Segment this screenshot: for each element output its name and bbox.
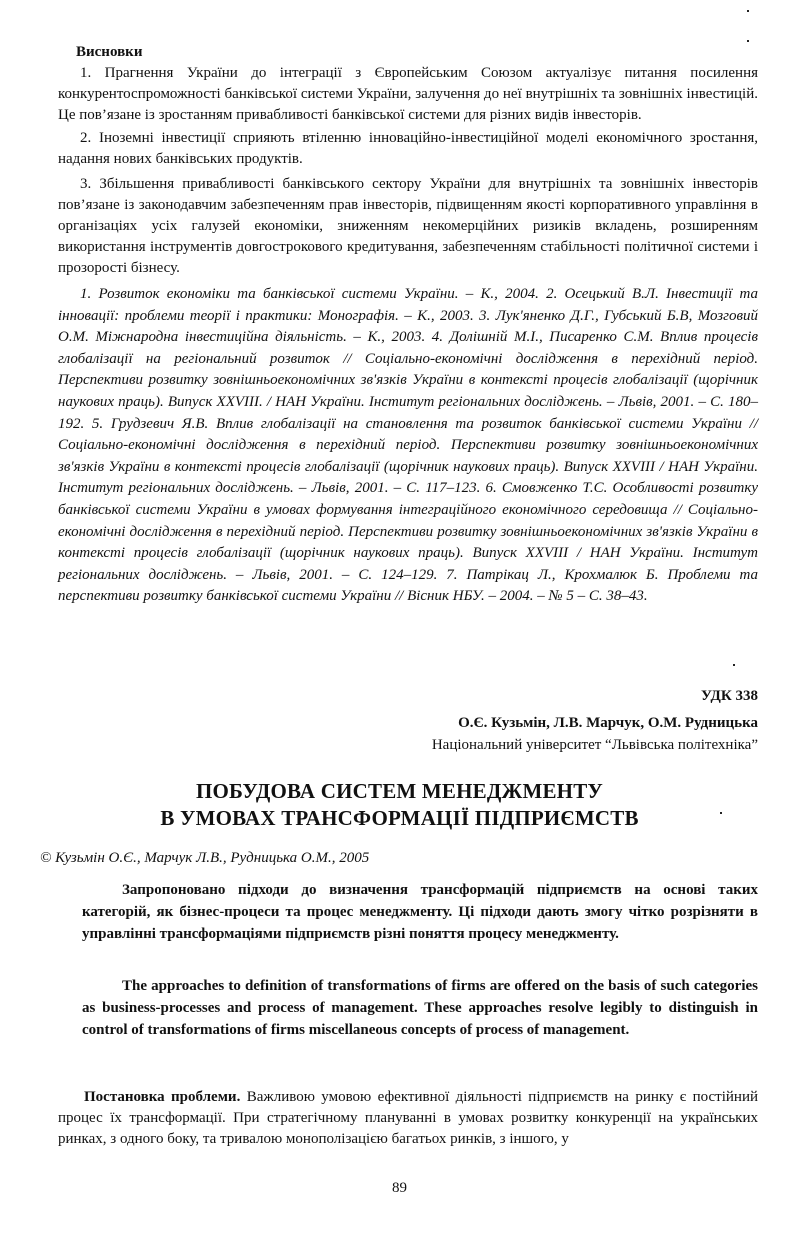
conclusions-heading: Висновки xyxy=(76,44,143,60)
conclusion-item-1: 1. Прагнення України до інтеграції з Європейським Союзом актуалізує питання посилення конкурентоспроможності банківської системи України, залучення до неї внутрішніх та зовнішніх інвестицій. Це пов’язане із зростанням привабливості банківської системи для різних видів інвесторів. xyxy=(58,65,758,123)
scan-speck xyxy=(720,812,722,814)
conclusion-item-3: 3. Збільшення привабливості банківського сектору України для внутрішніх та зовнішніх інвесторів пов’язане із законодавчим забезпеченням прав інвесторів, підвищенням якості корпоративного управління в організаціях усіх галузей економіки, зниженням некомерційних ризиків вкладень, розширенням використання інструментів довгострокового кредитування, забезпеченням стабільності політичної системи і прозорості бізнесу. xyxy=(58,176,758,276)
article-title xyxy=(0,778,799,832)
problem-statement-text: Важливою умовою ефективної діяльності підприємств на ринку є постійний процес їх трансформації. При стратегічному плануванні в умовах розвитку конкуренції на українських ринках, з одного боку, та тривалою монополізацією багатьох ринків, з іншого, у xyxy=(58,1089,758,1147)
authors: О.Є. Кузьмін, Л.В. Марчук, О.М. Рудницька xyxy=(458,715,758,731)
abstract-english: The approaches to definition of transformations of firms are offered on the basis of such categories as business-processes and process of management. These approaches resolve legibly to distinguish in control of transformations of firms miscellaneous concepts of process of management. xyxy=(82,978,758,1038)
udc-code: УДК 338 xyxy=(701,688,758,704)
scan-speck xyxy=(747,40,749,42)
scan-speck xyxy=(747,10,749,12)
copyright-line: © Кузьмін О.Є., Марчук Л.В., Рудницька О.М., 2005 xyxy=(40,850,370,866)
abstract-ukrainian: Запропоновано підходи до визначення трансформацій підприємств на основі таких категорій, як бізнес-процеси та процес менеджменту. Ці підходи дають змогу чітко розрізняти в управлінні трансформаціями підприємств різні поняття процесу менеджменту. xyxy=(82,882,758,942)
article-title-line-2: В УМОВАХ ТРАНСФОРМАЦІЇ ПІДПРИЄМСТВ xyxy=(160,806,639,830)
problem-statement-label: Постановка проблеми. xyxy=(84,1089,241,1105)
conclusion-item-2: 2. Іноземні інвестиції сприяють втіленню інноваційно-інвестиційної моделі економічного зростання, надання нових банківських продуктів. xyxy=(58,130,758,167)
article-title-line-1: ПОБУДОВА СИСТЕМ МЕНЕДЖМЕНТУ xyxy=(195,779,604,803)
scan-speck xyxy=(733,664,735,666)
problem-statement xyxy=(58,1087,758,1150)
affiliation: Національний університет “Львівська політехніка” xyxy=(431,737,758,753)
references-list: 1. Розвиток економіки та банківської системи України. – К., 2004. 2. Осецький В.Л. Інвестиції та інновації: проблеми теорії і практики: Монографія. – К., 2003. 3. Лук'яненко Д.Г., Губський Б.В, Мозговий О.М. Міжнародна інвестиційна діяльність. – К., 2003. 4. Долішній М.І., Писаренко С.М. Вплив процесів глобалізації на регіональний розвиток // Соціально-економічні дослідження в перехідний період. Перспективи розвитку зовнішньоекономічних зв'язків України в контексті процесів глобалізації (щорічник наукових праць). Випуск XXVIII. / НАН України. Інститут регіональних досліджень. – Львів, 2001. – С. 180–192. 5. Грудзевич Я.В. Вплив глобалізації на становлення та розвиток банківської системи України // Соціально-економічні дослідження в перехідний період. Перспективи розвитку зовнішньоекономічних зв'язків України в контексті процесів глобалізації (щорічник наукових праць). Випуск XXVIII / НАН України. Інститут регіональних досліджень. – Львів, 2001. – С. 117–123. 6. Смовженко Т.С. Особливості розвитку банківської системи України в умовах формування інтеграційного економічного середовища // Соціально-економічні дослідження в перехідний період. Перспективи розвитку зовнішньоекономічних зв'язків України в контексті процесів глобалізації (щорічник наукових праць). Випуск XXVIII / НАН України. Інститут регіональних досліджень. – Львів, 2001. – С. 124–129. 7. Патрікац Л., Крохмалюк Б. Проблеми та перспективи розвитку банківської системи України // Вісник НБУ. – 2004. – № 5 – С. 38–43. xyxy=(58,286,758,605)
page-number: 89 xyxy=(392,1180,407,1196)
